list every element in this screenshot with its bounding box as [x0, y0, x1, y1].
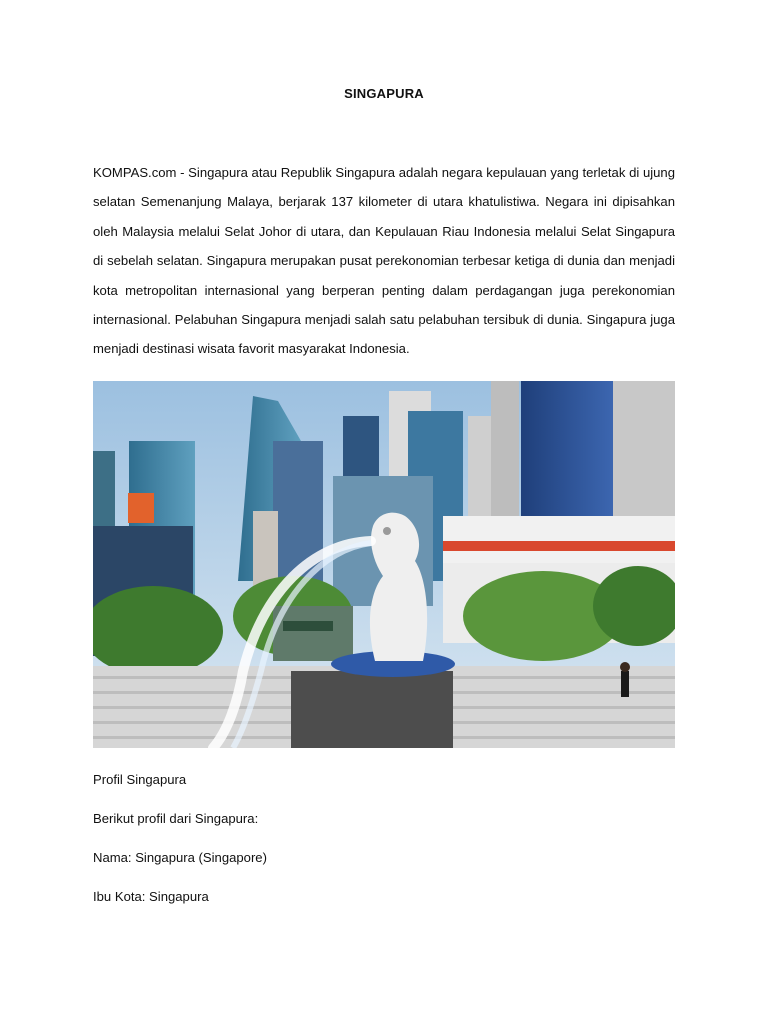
profile-item: Nama: Singapura (Singapore) [93, 850, 267, 865]
section-heading: Profil Singapura [93, 772, 187, 787]
page-title: SINGAPURA [344, 86, 424, 101]
section-intro: Berikut profil dari Singapura: [93, 811, 259, 826]
profile-item: Ibu Kota: Singapura [93, 889, 209, 904]
intro-paragraph: KOMPAS.com - Singapura atau Republik Singapura adalah negara kepulauan yang terletak di ujung selatan Semenanjung Malaya, berjarak 137 kilometer di utara khatulistiwa. Negara ini dipisahkan oleh Malaysia melalui Selat Johor di utara, dan Kepulauan Riau Indonesia melalui Selat Singapura di sebelah selatan. Singapura merupakan pusat perekonomian terbesar ketiga di dunia dan menjadi kota metropolitan internasional yang berperan penting dalam perdagangan juga perekonomian internasional. Pelabuhan Singapura menjadi salah satu pelabuhan tersibuk di dunia. Singapura juga menjadi destinasi wisata favorit masyarakat Indonesia. [93, 165, 675, 357]
merlion-photo [93, 381, 675, 748]
